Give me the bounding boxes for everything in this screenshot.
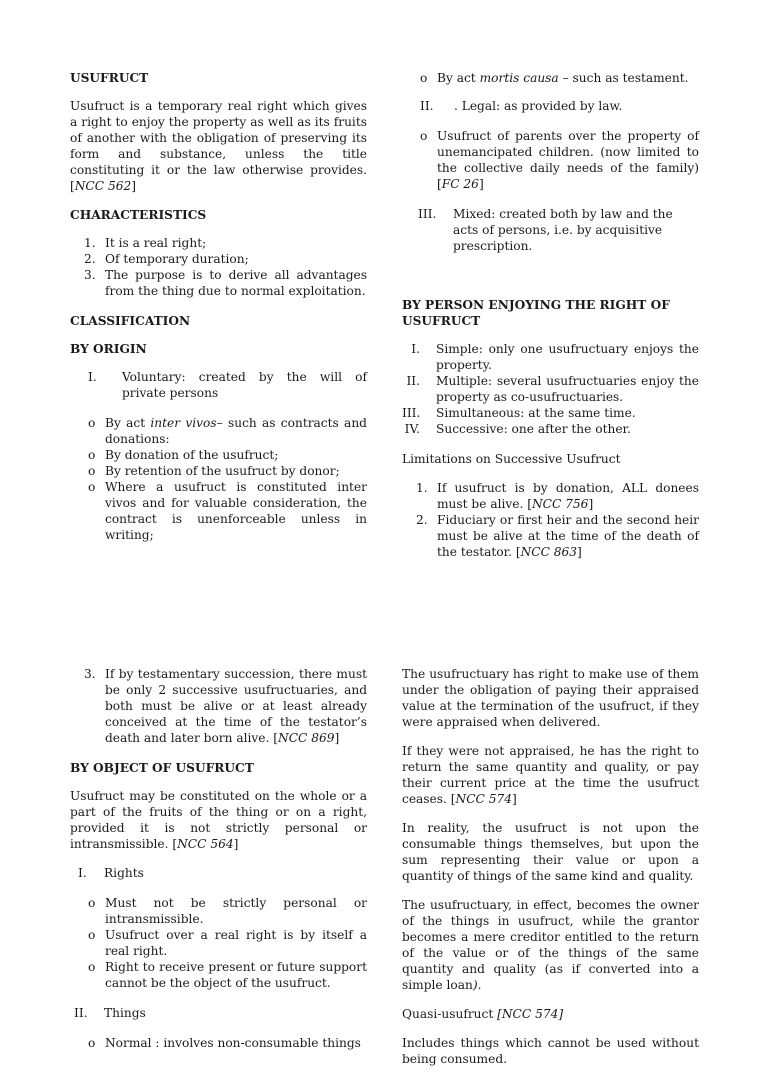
paragraph: The usufructuary has right to make use of them under the obligation of paying their appraised value at the termination of the usufruct, if they were appraised when delivered. xyxy=(402,667,699,729)
item-ref: NCC 863 xyxy=(520,545,578,559)
voluntary-bullets xyxy=(70,415,367,543)
item-text: Simple: only one usufructuary enjoys the property. xyxy=(436,342,699,372)
item-text: Successive: one after the other. xyxy=(436,422,631,436)
list-item: o Where a usufruct is constituted inter vivos and for valuable consideration, the contract is unenforceable unless in writing; xyxy=(70,479,367,543)
page-2 xyxy=(0,580,768,1066)
person-list xyxy=(402,341,699,437)
bullet-text: Usufruct of parents over the property of unemancipated children. (now limited to the collective daily needs of the family) [ xyxy=(437,129,699,191)
by-object-heading: BY OBJECT OF USUFRUCT xyxy=(70,761,254,775)
list-item xyxy=(402,128,699,192)
paragraph xyxy=(402,743,699,807)
bullet-close: ] xyxy=(478,177,484,191)
list-item xyxy=(402,421,699,437)
bullet-text: By act xyxy=(105,416,151,430)
item-text: Mixed: created both by law and the acts of persons, i.e. by acquisitive prescription. xyxy=(453,207,673,253)
item-close: ] xyxy=(588,497,594,511)
list-item xyxy=(402,373,699,405)
rights-bullets xyxy=(70,895,367,991)
characteristics-heading: CHARACTERISTICS xyxy=(70,208,207,222)
item-ref: NCC 756 xyxy=(531,497,589,511)
testamentary-list xyxy=(70,666,367,746)
page1-left-column xyxy=(70,70,367,557)
item-number: 1. xyxy=(416,481,428,495)
by-person-heading: BY PERSON ENJOYING THE RIGHT OF USUFRUCT xyxy=(402,298,670,328)
bullet-text-end: – such as testament. xyxy=(558,71,689,85)
item-number: 3. xyxy=(84,268,96,282)
list-item: o Must not be strictly personal or intransmissible. xyxy=(70,895,367,927)
item-text: The purpose is to derive all advantages from the thing due to normal exploitation. xyxy=(105,268,367,298)
page1-right-column xyxy=(402,70,699,574)
legal-item xyxy=(402,98,699,114)
paragraph: Includes things which cannot be used without being consumed. xyxy=(402,1036,699,1066)
para-ref: [NCC 574] xyxy=(497,1007,564,1021)
item-ref: NCC 869 xyxy=(278,731,335,745)
roman-numeral: III. xyxy=(402,406,421,420)
item-text: If usufruct is by donation, ALL donees must be alive. [ xyxy=(437,481,699,511)
list-item: o Normal : involves non-consumable things xyxy=(70,1035,367,1051)
item-number: 1. xyxy=(84,236,96,250)
legal-bullets xyxy=(402,128,699,192)
item-close: ] xyxy=(577,545,582,559)
roman-numeral: I. xyxy=(411,342,420,356)
voluntary-item xyxy=(70,369,367,401)
item-text: Rights xyxy=(104,866,144,880)
page2-right-column xyxy=(402,666,699,1080)
item-text: It is a real right; xyxy=(105,236,207,250)
list-item xyxy=(70,415,367,447)
list-item xyxy=(70,666,367,746)
roman-numeral: II. xyxy=(420,99,434,113)
para-close: ] xyxy=(511,792,517,806)
roman-numeral: II. xyxy=(74,1006,88,1020)
characteristics-list xyxy=(70,235,367,299)
bullet-italic: mortis causa xyxy=(479,71,559,85)
things-item xyxy=(70,1005,367,1021)
list-item: o Right to receive present or future support cannot be the object of the usufruct. xyxy=(70,959,367,991)
object-paragraph xyxy=(70,788,367,852)
item-close: ] xyxy=(334,731,340,745)
item-text: Multiple: several usufructuaries enjoy the property as co-usufructuaries. xyxy=(436,374,699,404)
paragraph: In reality, the usufruct is not upon the consumable things themselves, but upon the sum representing their value or upon a quantity of things of the same kind and quality. xyxy=(402,821,699,883)
mixed-item xyxy=(402,206,699,254)
quasi-usufruct-heading xyxy=(402,1006,699,1022)
para-ref: NCC 574 xyxy=(455,792,512,806)
usufruct-definition xyxy=(70,98,367,194)
list-item xyxy=(70,267,367,299)
para-text: Quasi-usufruct xyxy=(402,1007,498,1021)
list-item xyxy=(70,235,367,251)
classification-heading: CLASSIFICATION xyxy=(70,314,191,328)
roman-numeral: III. xyxy=(418,207,437,221)
def-text: Usufruct is a temporary real right which gives a right to enjoy the property as well as its fruits of another with the obligation of preserving its form and substance, unless the title constituting it or the law otherwise provides. [ xyxy=(70,99,367,193)
para-close: ] xyxy=(233,837,239,851)
list-item xyxy=(70,251,367,267)
para-close: ). xyxy=(472,978,482,992)
by-origin-heading: BY ORIGIN xyxy=(70,342,147,356)
bullet-ref: FC 26 xyxy=(441,177,479,191)
list-item xyxy=(402,70,699,86)
list-item xyxy=(402,512,699,560)
roman-numeral: II. xyxy=(406,374,420,388)
para-text: The usufructuary, in effect, becomes the owner of the things in usufruct, while the grantor becomes a mere creditor entitled to the return of the value or of the things of the same quantity and quality (as if converted into a simple loan xyxy=(402,898,699,992)
item-text: Simultaneous: at the same time. xyxy=(436,406,636,420)
list-item: o By retention of the usufruct by donor; xyxy=(70,463,367,479)
list-item xyxy=(402,341,699,373)
bullet-text: By act xyxy=(437,71,480,85)
roman-numeral: IV. xyxy=(404,422,420,436)
limitations-list xyxy=(402,480,699,560)
roman-numeral: I. xyxy=(88,370,97,384)
list-item xyxy=(402,480,699,512)
usufruct-heading: USUFRUCT xyxy=(70,71,149,85)
item-number: 2. xyxy=(84,252,96,266)
list-item: o By donation of the usufruct; xyxy=(70,447,367,463)
def-ref: NCC 562 xyxy=(74,179,132,193)
item-text: Fiduciary or first heir and the second heir must be alive at the time of the death of the testator. [ xyxy=(437,513,699,559)
item-text: Voluntary: created by the will of private persons xyxy=(122,370,367,400)
paragraph xyxy=(402,897,699,993)
item-number: 3. xyxy=(84,667,96,681)
para-text: Usufruct may be constituted on the whole or a part of the fruits of the thing or on a right, provided it is not strictly personal or intransmissible. [ xyxy=(70,789,367,851)
item-text: Things xyxy=(104,1006,146,1020)
roman-numeral: I. xyxy=(78,866,87,880)
item-number: 2. xyxy=(416,513,428,527)
list-item: o Usufruct over a real right is by itself a real right. xyxy=(70,927,367,959)
mortis-causa-bullet xyxy=(402,70,699,86)
things-bullets xyxy=(70,1035,367,1051)
item-text: Of temporary duration; xyxy=(105,252,249,266)
item-text: . Legal: as provided by law. xyxy=(454,99,623,113)
bullet-text-end: – such as contracts and donations: xyxy=(105,416,367,446)
rights-item xyxy=(70,865,367,881)
page2-left-column xyxy=(70,666,367,1065)
bullet-italic: inter vivos xyxy=(150,416,217,430)
para-ref: NCC 564 xyxy=(177,837,234,851)
def-close: ] xyxy=(131,179,136,193)
item-text: If by testamentary succession, there must be only 2 successive usufructuaries, and both must be alive or at least already conceived at the time of the testator’s death and later born alive. [ xyxy=(105,667,367,745)
list-item xyxy=(402,405,699,421)
para-text: If they were not appraised, he has the right to return the same quantity and quality, or pay their current price at the time the usufruct ceases. [ xyxy=(402,744,699,806)
limitations-heading: Limitations on Successive Usufruct xyxy=(402,452,621,466)
